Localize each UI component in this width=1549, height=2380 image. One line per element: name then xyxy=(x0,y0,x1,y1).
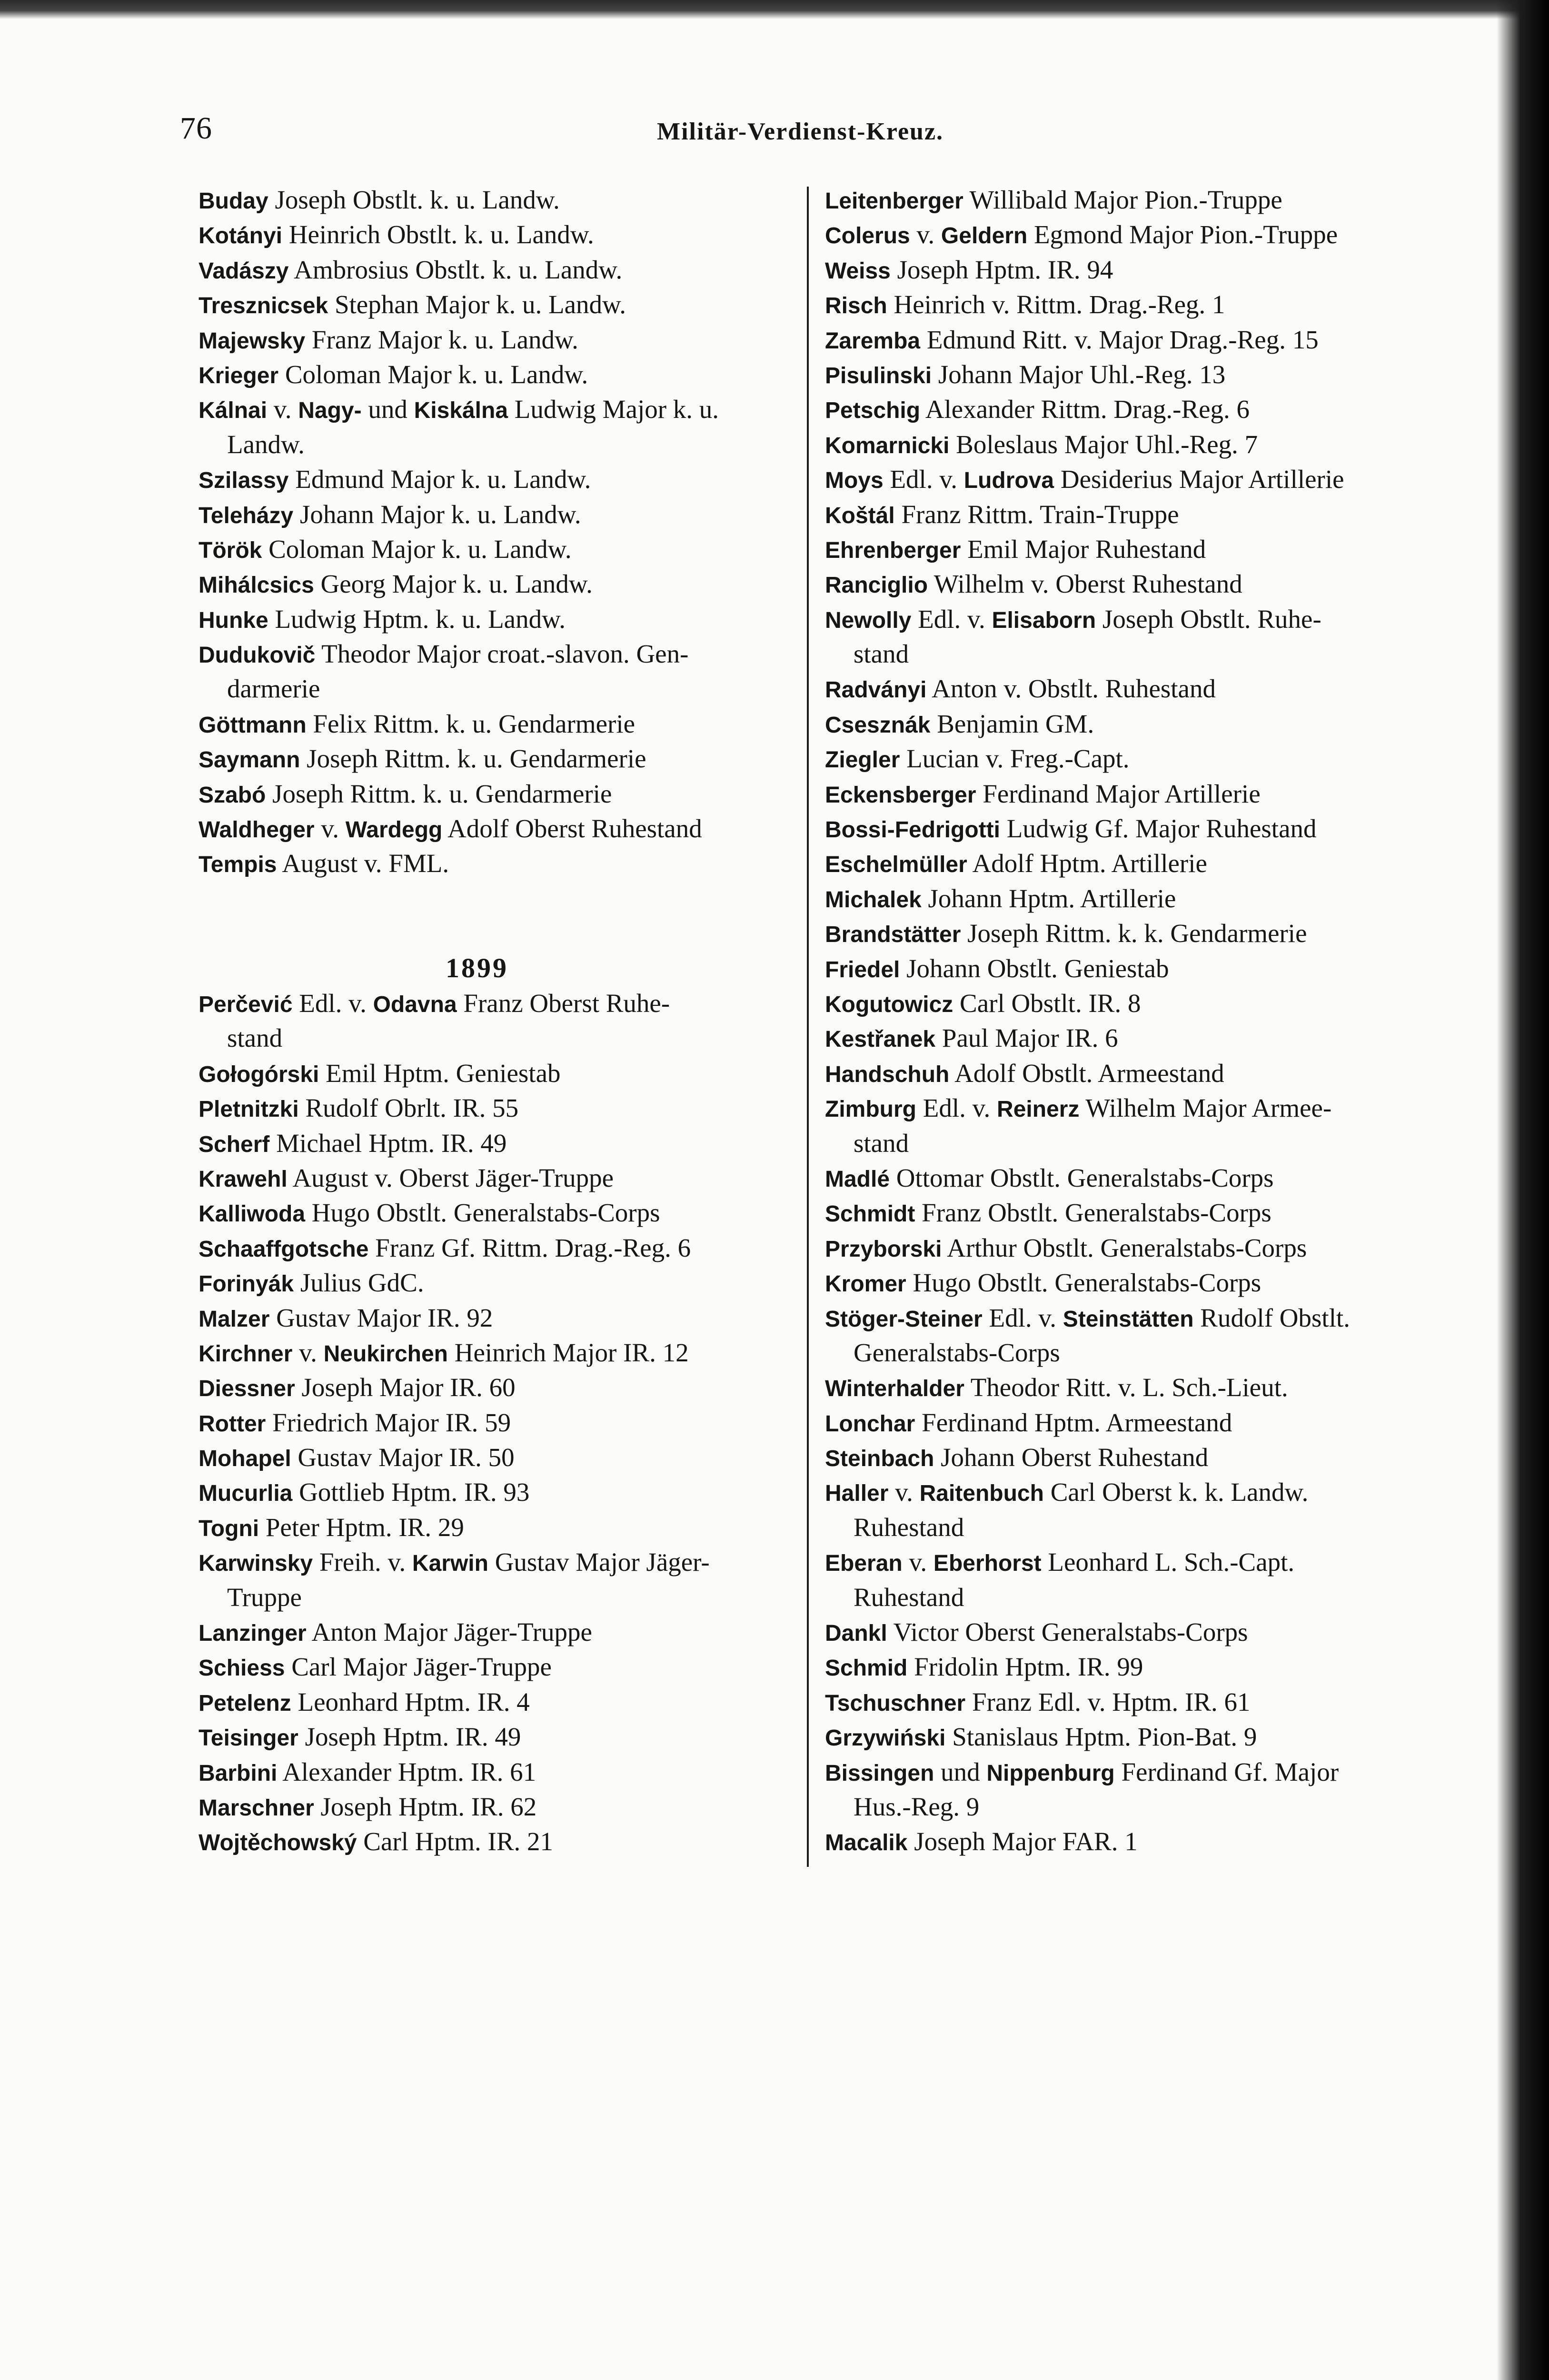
entry-name: Leitenberger xyxy=(825,188,963,214)
entry-details: Carl Obstlt. IR. 8 xyxy=(953,988,1141,1018)
entry-details: Adolf Obstlt. Armeestand xyxy=(949,1058,1224,1088)
entry-details: Joseph Hptm. IR. 94 xyxy=(890,255,1113,284)
entry-details: Theodor Major croat.-slavon. Gen- xyxy=(315,639,689,669)
entry-text: Wilhelm Major Armee- xyxy=(1079,1093,1332,1123)
entry-name: Moys xyxy=(825,468,884,494)
register-entry xyxy=(199,182,798,217)
register-entry xyxy=(199,1475,798,1509)
entry-text: und xyxy=(361,395,414,424)
register-entry xyxy=(825,811,1425,846)
entry-name: Kalliwoda xyxy=(199,1201,306,1227)
entry-details: Johann Oberst Ruhestand xyxy=(934,1443,1209,1472)
entry-details: Joseph Obstlt. k. u. Landw. xyxy=(268,185,560,214)
register-entry xyxy=(199,252,798,287)
entry-name: Radványi xyxy=(825,677,927,703)
register-entry xyxy=(825,287,1425,322)
entry-name: Kromer xyxy=(825,1271,906,1297)
entry-details: Emil Hptm. Geniestab xyxy=(319,1058,561,1088)
entry-name: Ranciglio xyxy=(825,573,928,598)
entry-name: Teisinger xyxy=(199,1726,298,1751)
register-entry xyxy=(825,1440,1425,1475)
page-number: 76 xyxy=(180,111,212,146)
entry-continuation: stand xyxy=(854,1128,909,1158)
entry-name: Madlé xyxy=(825,1166,890,1192)
entry-name: Brandstätter xyxy=(825,922,961,948)
entry-name: Kestřanek xyxy=(825,1027,936,1052)
entry-details: Joseph Rittm. k. k. Gendarmerie xyxy=(961,919,1307,948)
entry-name: Pisulinski xyxy=(825,363,932,388)
entry-name: Haller xyxy=(825,1481,889,1507)
register-entry xyxy=(199,1230,798,1265)
entry-continuation: stand xyxy=(227,1023,283,1053)
entry-details: Franz Edl. v. Hptm. IR. 61 xyxy=(965,1687,1251,1716)
register-entry xyxy=(825,1021,1425,1055)
entry-text: v. xyxy=(910,220,941,249)
register-entry xyxy=(199,1440,798,1475)
entry-name: Odavna xyxy=(373,992,457,1017)
entry-text: v. xyxy=(314,814,346,843)
entry-name: Krieger xyxy=(199,363,279,388)
entry-details: Carl Major Jäger-Truppe xyxy=(285,1652,552,1682)
entry-details: Coloman Major k. u. Landw. xyxy=(262,534,572,564)
register-entry xyxy=(825,566,1425,601)
entry-details: Anton Major Jäger-Truppe xyxy=(306,1617,592,1647)
register-entry xyxy=(825,1824,1425,1859)
entry-details: Julius GdC. xyxy=(294,1268,424,1298)
entry-details: Joseph Rittm. k. u. Gendarmerie xyxy=(300,744,646,774)
register-entry xyxy=(199,497,798,532)
entry-details: Johann Obstlt. Geniestab xyxy=(900,953,1169,983)
register-entry xyxy=(199,1335,798,1370)
register-entry xyxy=(825,846,1425,881)
entry-details: Franz Gf. Rittm. Drag.-Reg. 6 xyxy=(368,1233,691,1262)
entry-name: Waldheger xyxy=(199,817,315,843)
register-entry xyxy=(825,1091,1425,1125)
entry-name: Przyborski xyxy=(825,1236,942,1262)
register-entry xyxy=(825,1545,1425,1579)
entry-text: Desiderius Major Artillerie xyxy=(1054,465,1344,494)
entry-name: Eschelmüller xyxy=(825,852,967,878)
entry-name: Wojtěchowský xyxy=(199,1830,357,1856)
entry-name: Handschuh xyxy=(825,1061,950,1087)
register-entry xyxy=(199,1195,798,1230)
entry-details: Hugo Obstlt. Generalstabs-Corps xyxy=(906,1268,1261,1298)
register-entry xyxy=(825,1755,1425,1789)
entry-details: Fridolin Hptm. IR. 99 xyxy=(907,1652,1143,1682)
entry-name: Malzer xyxy=(199,1306,270,1332)
register-entry xyxy=(199,462,798,496)
entry-name: Neukirchen xyxy=(323,1341,448,1367)
entry-name: Göttmann xyxy=(199,712,307,738)
year-heading: 1899 xyxy=(446,952,508,984)
entry-text: v. xyxy=(267,395,298,424)
entry-name: Buday xyxy=(199,188,268,214)
entry-details: Paul Major IR. 6 xyxy=(935,1023,1118,1053)
entry-name: Kotányi xyxy=(199,223,283,249)
entry-details: Ludwig Gf. Major Ruhestand xyxy=(1000,814,1317,843)
entry-name: Schiess xyxy=(199,1656,285,1681)
entry-name: Karwin xyxy=(412,1551,488,1577)
entry-name: Mucurlia xyxy=(199,1481,293,1507)
entry-text: Edl. v. xyxy=(911,604,992,634)
entry-name: Ludrova xyxy=(963,468,1054,494)
entry-continuation: Ruhestand xyxy=(854,1512,964,1542)
register-entry xyxy=(825,252,1425,287)
entry-text: Leonhard L. Sch.-Capt. xyxy=(1041,1547,1295,1577)
register-entry xyxy=(199,566,798,601)
register-entry xyxy=(199,392,798,426)
entry-name: Komarnicki xyxy=(825,433,950,458)
entry-details: Rudolf Obrlt. IR. 55 xyxy=(298,1093,519,1123)
register-entry xyxy=(199,357,798,392)
register-entry xyxy=(825,602,1425,636)
entry-details: August v. FML. xyxy=(277,849,449,878)
entry-text: v. xyxy=(292,1338,324,1367)
entry-details: Adolf Hptm. Artillerie xyxy=(967,849,1207,878)
entry-name: Marschner xyxy=(199,1795,314,1821)
entry-details: Franz Obstlt. Generalstabs-Corps xyxy=(915,1198,1271,1228)
entry-details: Johann Major k. u. Landw. xyxy=(293,499,581,529)
scan-edge-top xyxy=(0,0,1549,19)
register-entry xyxy=(199,1824,798,1859)
entry-continuation: Truppe xyxy=(227,1582,302,1612)
entry-name: Bossi-Fedrigotti xyxy=(825,817,1000,843)
register-entry xyxy=(825,776,1425,811)
entry-name: Dankl xyxy=(825,1621,887,1646)
entry-name: Kogutowicz xyxy=(825,992,953,1017)
entry-details: Alexander Hptm. IR. 61 xyxy=(277,1757,536,1786)
register-entry xyxy=(825,1615,1425,1649)
entry-details: Franz Rittm. Train-Truppe xyxy=(894,499,1179,529)
register-entry xyxy=(825,1405,1425,1440)
register-entry xyxy=(199,1789,798,1824)
entry-name: Wardegg xyxy=(345,817,443,843)
entry-name: Csesznák xyxy=(825,712,931,738)
register-entry xyxy=(825,392,1425,426)
entry-continuation: stand xyxy=(854,639,909,669)
entry-continuation: Hus.-Reg. 9 xyxy=(854,1792,980,1821)
register-entry xyxy=(199,1405,798,1440)
entry-text: Ludwig Major k. u. xyxy=(508,395,719,424)
register-entry xyxy=(825,182,1425,217)
entry-text: und xyxy=(934,1757,987,1786)
entry-text: Edl. v. xyxy=(883,465,964,494)
register-entry xyxy=(825,951,1425,986)
entry-name: Elisaborn xyxy=(992,607,1096,633)
entry-text: Edl. v. xyxy=(916,1093,997,1123)
entry-name: Geldern xyxy=(941,223,1028,249)
entry-details: Felix Rittm. k. u. Gendarmerie xyxy=(306,709,635,738)
running-head: Militär-Verdienst-Kreuz. xyxy=(657,118,944,145)
entry-name: Lonchar xyxy=(825,1411,915,1437)
entry-details: Ottomar Obstlt. Generalstabs-Corps xyxy=(890,1163,1274,1192)
entry-name: Schmidt xyxy=(825,1201,915,1227)
register-entry xyxy=(199,1719,798,1754)
entry-continuation: darmerie xyxy=(227,674,320,704)
left-column xyxy=(199,182,798,1859)
register-entry xyxy=(825,497,1425,532)
entry-details: Joseph Hptm. IR. 62 xyxy=(314,1792,537,1821)
entry-text: Rudolf Obstlt. xyxy=(1193,1303,1350,1332)
register-entry xyxy=(199,846,798,881)
register-entry xyxy=(199,1755,798,1789)
entry-name: Török xyxy=(199,537,262,563)
column-divider xyxy=(807,187,809,1867)
entry-name: Diessner xyxy=(199,1376,295,1402)
register-entry xyxy=(825,1719,1425,1754)
entry-details: Theodor Ritt. v. L. Sch.-Lieut. xyxy=(964,1373,1288,1402)
entry-details: Joseph Major FAR. 1 xyxy=(907,1827,1138,1856)
entry-name: Perčević xyxy=(199,992,293,1017)
entry-name: Steinstätten xyxy=(1062,1306,1194,1332)
entry-name: Petschig xyxy=(825,398,921,424)
entry-name: Majewsky xyxy=(199,328,306,354)
entry-details: Wilhelm v. Oberst Ruhestand xyxy=(928,569,1242,599)
entry-name: Tschuschner xyxy=(825,1690,966,1716)
entry-name: Pletnitzki xyxy=(199,1097,299,1122)
register-entry xyxy=(199,1056,798,1091)
register-entry xyxy=(199,1510,798,1545)
entry-name: Risch xyxy=(825,293,887,319)
register-entry xyxy=(199,1615,798,1649)
register-entry xyxy=(199,1370,798,1405)
entry-name: Steinbach xyxy=(825,1446,934,1472)
entry-text: Ferdinand Gf. Major xyxy=(1114,1757,1339,1786)
entry-details: Benjamin GM. xyxy=(930,709,1094,738)
register-entry xyxy=(199,776,798,811)
register-entry xyxy=(199,1300,798,1335)
entry-name: Tresznicsek xyxy=(199,293,328,319)
register-entry xyxy=(825,1685,1425,1719)
register-entry xyxy=(825,217,1425,252)
entry-details: Ambrosius Obstlt. k. u. Landw. xyxy=(288,255,623,284)
entry-name: Szabó xyxy=(199,782,266,808)
entry-details: Heinrich Obstlt. k. u. Landw. xyxy=(282,220,594,249)
entry-details: Friedrich Major IR. 59 xyxy=(266,1408,511,1437)
entry-name: Stöger-Steiner xyxy=(825,1306,983,1332)
entry-name: Petelenz xyxy=(199,1690,291,1716)
register-entry xyxy=(199,322,798,357)
entry-details: Lucian v. Freg.-Capt. xyxy=(900,744,1130,774)
entry-name: Saymann xyxy=(199,747,300,773)
entry-name: Reinerz xyxy=(997,1097,1080,1122)
entry-name: Kiskálna xyxy=(414,398,508,424)
entry-details: Gottlieb Hptm. IR. 93 xyxy=(292,1478,530,1507)
entry-text: Adolf Oberst Ruhestand xyxy=(442,814,702,843)
entry-name: Tempis xyxy=(199,852,277,878)
entry-details: Peter Hptm. IR. 29 xyxy=(259,1512,464,1542)
entry-name: Schmid xyxy=(825,1656,908,1681)
entry-text: Franz Oberst Ruhe- xyxy=(457,989,670,1018)
entry-details: Franz Major k. u. Landw. xyxy=(305,325,578,354)
register-entry xyxy=(199,1160,798,1195)
register-entry xyxy=(199,706,798,741)
entry-name: Eberhorst xyxy=(933,1551,1042,1577)
entry-details: Emil Major Ruhestand xyxy=(961,534,1206,564)
entry-name: Vadászy xyxy=(199,258,289,284)
entry-text: v. xyxy=(902,1547,933,1577)
entry-name: Kirchner xyxy=(199,1341,293,1367)
entry-name: Ehrenberger xyxy=(825,537,961,563)
entry-details: Carl Hptm. IR. 21 xyxy=(357,1827,554,1856)
register-entry xyxy=(825,916,1425,951)
entry-details: Arthur Obstlt. Generalstabs-Corps xyxy=(942,1233,1307,1262)
entry-name: Weiss xyxy=(825,258,891,284)
entry-name: Raitenbuch xyxy=(919,1481,1044,1507)
register-entry xyxy=(825,1649,1425,1684)
entry-name: Michalek xyxy=(825,887,922,912)
entry-name: Gołogórski xyxy=(199,1061,319,1087)
entry-details: Victor Oberst Generalstabs-Corps xyxy=(887,1617,1248,1647)
entry-name: Lanzinger xyxy=(199,1621,307,1646)
register-entry xyxy=(825,741,1425,776)
entry-text: Carl Oberst k. k. Landw. xyxy=(1043,1478,1309,1507)
entry-text: Heinrich Major IR. 12 xyxy=(448,1338,689,1367)
register-entry xyxy=(825,1195,1425,1230)
entry-name: Zaremba xyxy=(825,328,921,354)
right-column xyxy=(825,182,1425,1859)
register-entry xyxy=(199,602,798,636)
entry-details: Georg Major k. u. Landw. xyxy=(314,569,593,599)
entry-continuation: Landw. xyxy=(227,429,305,459)
register-entry xyxy=(825,357,1425,392)
entry-name: Togni xyxy=(199,1516,259,1541)
entry-details: Stanislaus Hptm. Pion-Bat. 9 xyxy=(945,1722,1257,1752)
entry-name: Ziegler xyxy=(825,747,900,773)
entry-details: Joseph Hptm. IR. 49 xyxy=(298,1722,521,1752)
entry-name: Kálnai xyxy=(199,398,268,424)
entry-name: Colerus xyxy=(825,223,910,249)
register-entry xyxy=(199,1091,798,1125)
entry-name: Schaaffgotsche xyxy=(199,1236,369,1262)
register-entry xyxy=(199,217,798,252)
entry-continuation: Generalstabs-Corps xyxy=(854,1338,1060,1367)
entry-details: Boleslaus Major Uhl.-Reg. 7 xyxy=(949,429,1258,459)
entry-details: Ludwig Hptm. k. u. Landw. xyxy=(268,604,566,634)
entry-details: Ferdinand Major Artillerie xyxy=(976,779,1261,808)
register-entry xyxy=(199,532,798,566)
entry-details: Joseph Rittm. k. u. Gendarmerie xyxy=(266,779,612,808)
entry-details: Willibald Major Pion.-Truppe xyxy=(963,185,1282,214)
register-entry xyxy=(199,1265,798,1300)
register-entry xyxy=(199,1126,798,1160)
entry-name: Hunke xyxy=(199,607,268,633)
entry-details: Anton v. Obstlt. Ruhestand xyxy=(926,674,1216,704)
section-gap xyxy=(199,881,798,916)
entry-details: Gustav Major IR. 92 xyxy=(269,1303,493,1332)
entry-text: v. xyxy=(888,1478,920,1507)
register-entry xyxy=(199,636,798,671)
entry-text: Edl. v. xyxy=(982,1303,1063,1332)
entry-text: Joseph Obstlt. Ruhe- xyxy=(1096,604,1321,634)
entry-details: Johann Hptm. Artillerie xyxy=(921,883,1176,913)
entry-text: Freih. v. xyxy=(313,1547,412,1577)
register-entry xyxy=(825,671,1425,706)
entry-name: Bissingen xyxy=(825,1760,934,1786)
register-entry xyxy=(825,1475,1425,1509)
register-entry xyxy=(825,532,1425,566)
register-entry xyxy=(199,1685,798,1719)
register-entry xyxy=(825,1056,1425,1091)
register-entry xyxy=(825,1370,1425,1405)
entry-details: August v. Oberst Jäger-Truppe xyxy=(287,1163,614,1192)
entry-name: Rotter xyxy=(199,1411,266,1437)
register-entry xyxy=(199,741,798,776)
entry-name: Dudukovič xyxy=(199,643,316,668)
entry-continuation: Ruhestand xyxy=(854,1582,964,1612)
entry-name: Friedel xyxy=(825,957,900,982)
entry-details: Coloman Major k. u. Landw. xyxy=(278,359,588,389)
register-entry xyxy=(825,986,1425,1021)
entry-details: Edmund Ritt. v. Major Drag.-Reg. 15 xyxy=(920,325,1319,354)
entry-details: Stephan Major k. u. Landw. xyxy=(328,290,626,319)
entry-name: Forinyák xyxy=(199,1271,294,1297)
entry-name: Zimburg xyxy=(825,1097,916,1122)
entry-text: Gustav Major Jäger- xyxy=(488,1547,710,1577)
entry-name: Koštál xyxy=(825,503,895,528)
entry-name: Mohapel xyxy=(199,1446,291,1472)
entry-details: Michael Hptm. IR. 49 xyxy=(269,1128,507,1158)
entry-details: Heinrich v. Rittm. Drag.-Reg. 1 xyxy=(887,290,1225,319)
register-entry xyxy=(199,1649,798,1684)
entry-details: Hugo Obstlt. Generalstabs-Corps xyxy=(305,1198,660,1228)
entry-details: Ferdinand Hptm. Armeestand xyxy=(915,1408,1232,1437)
entry-details: Leonhard Hptm. IR. 4 xyxy=(291,1687,530,1716)
entry-name: Mihálcsics xyxy=(199,573,314,598)
entry-details: Joseph Major IR. 60 xyxy=(295,1373,516,1402)
register-entry xyxy=(199,986,798,1021)
register-entry xyxy=(199,1545,798,1579)
register-entry xyxy=(825,1265,1425,1300)
entry-text: Edl. v. xyxy=(292,989,373,1018)
register-entry xyxy=(825,427,1425,462)
entry-name: Scherf xyxy=(199,1131,270,1157)
entry-name: Nagy- xyxy=(298,398,362,424)
entry-details: Alexander Rittm. Drag.-Reg. 6 xyxy=(920,395,1250,424)
entry-details: Edmund Major k. u. Landw. xyxy=(288,465,591,494)
entry-name: Newolly xyxy=(825,607,912,633)
register-entry xyxy=(199,287,798,322)
entry-name: Krawehl xyxy=(199,1166,288,1192)
entry-name: Karwinsky xyxy=(199,1551,313,1577)
register-entry xyxy=(825,706,1425,741)
entry-text: Egmond Major Pion.-Truppe xyxy=(1027,220,1338,249)
register-entry xyxy=(825,881,1425,916)
entry-name: Macalik xyxy=(825,1830,908,1856)
entry-details: Gustav Major IR. 50 xyxy=(291,1443,515,1472)
register-entry xyxy=(825,462,1425,496)
register-entry xyxy=(199,811,798,846)
entry-name: Eckensberger xyxy=(825,782,976,808)
entry-name: Nippenburg xyxy=(986,1760,1115,1786)
entry-name: Eberan xyxy=(825,1551,903,1577)
entry-name: Teleházy xyxy=(199,503,294,528)
entry-details: Johann Major Uhl.-Reg. 13 xyxy=(932,359,1226,389)
register-entry xyxy=(825,322,1425,357)
entry-name: Szilassy xyxy=(199,468,289,494)
register-entry xyxy=(825,1160,1425,1195)
register-entry xyxy=(825,1300,1425,1335)
entry-name: Winterhalder xyxy=(825,1376,964,1402)
entry-name: Barbini xyxy=(199,1760,278,1786)
entry-name: Grzywiński xyxy=(825,1726,946,1751)
scan-edge-right xyxy=(1497,0,1549,2380)
register-entry xyxy=(825,1230,1425,1265)
